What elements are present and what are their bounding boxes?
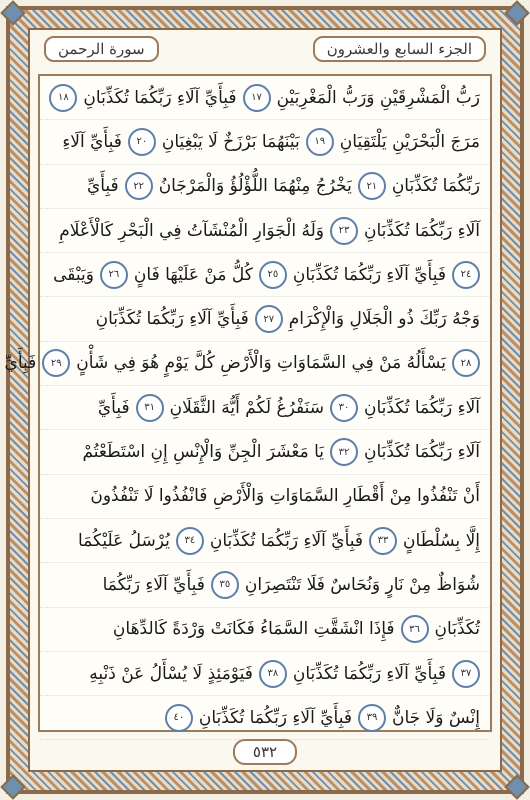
ayah-number-marker: ٢٧ xyxy=(255,305,283,333)
ayah-number-marker: ٣٢ xyxy=(330,438,358,466)
ayah-number-marker: ٣٤ xyxy=(176,527,204,555)
verse-line xyxy=(40,519,490,563)
verse-text: آلَاءِ رَبِّكُمَا تُكَذِّبَانِ xyxy=(364,442,480,463)
ayah-number-marker: ٣٧ xyxy=(452,660,480,688)
verse-text: يَسْأَلُهُ مَنْ فِي السَّمَاوَاتِ وَالْأَرْضِ كُلَّ يَوْمٍ هُوَ فِي شَأْنٍ xyxy=(76,353,446,374)
verse-text: أَنْ تَنْفُذُوا مِنْ أَقْطَارِ السَّمَاوَاتِ وَالْأَرْضِ فَانْفُذُوا لَا تَنْفُذُونَ xyxy=(90,486,480,507)
ayah-number-marker: ٣٥ xyxy=(211,571,239,599)
ayah-number-marker: ٣٦ xyxy=(401,615,429,643)
verse-text: فَبِأَيِّ آلَاءِ رَبِّكُمَا تُكَذِّبَانِ xyxy=(209,530,364,551)
corner-ornament xyxy=(504,0,529,25)
verse-text: يُرْسَلُ عَلَيْكُمَا xyxy=(77,530,170,551)
verse-text: يَا مَعْشَرَ الْجِنِّ وَالْإِنْسِ إِنِ اسْتَطَعْتُمْ xyxy=(82,442,324,463)
corner-ornament xyxy=(504,774,529,799)
verse-text: فَبِأَيِّ آلَاءِ رَبِّكُمَا تُكَذِّبَانِ xyxy=(198,707,352,728)
corner-ornament xyxy=(0,774,25,799)
ayah-number-marker: ٢٢ xyxy=(125,172,153,200)
verse-text: فَبِأَيِّ آلَاءِ رَبِّكُمَا تُكَذِّبَانِ xyxy=(292,264,446,285)
verse-text: شُوَاظٌ مِنْ نَارٍ وَنُحَاسٌ فَلَا تَنْتَصِرَانِ xyxy=(244,574,480,595)
verse-text: فَإِذَا انْشَقَّتِ السَّمَاءُ فَكَانَتْ وَرْدَةً كَالدِّهَانِ xyxy=(112,619,395,640)
ayah-number-marker: ٢٠ xyxy=(128,128,156,156)
verse-text: فَبِأَيِّ xyxy=(86,176,119,197)
verse-text: فَبِأَيِّ آلَاءِ xyxy=(62,131,122,152)
page-footer xyxy=(30,734,500,770)
surah-label: سورة الرحمن xyxy=(44,36,159,62)
verse-line xyxy=(40,297,490,341)
verse-text: إِنْسٌ وَلَا جَانٌّ xyxy=(391,707,480,728)
verse-line xyxy=(40,120,490,164)
verse-text: فَبِأَيِّ آلَاءِ رَبِّكُمَا تُكَذِّبَانِ xyxy=(292,663,446,684)
ayah-number-marker: ٢٤ xyxy=(452,261,480,289)
verse-text: رَبِّكُمَا تُكَذِّبَانِ xyxy=(391,176,480,197)
ayah-number-marker: ٢٣ xyxy=(330,217,358,245)
corner-ornament xyxy=(0,0,25,25)
verse-line xyxy=(40,76,490,120)
verse-line xyxy=(40,386,490,430)
verse-line xyxy=(40,430,490,474)
frame-inner xyxy=(4,28,502,772)
verse-line xyxy=(40,563,490,607)
verse-line xyxy=(40,652,490,696)
ayah-number-marker: ٣٣ xyxy=(369,527,397,555)
ayah-number-marker: ٣١ xyxy=(136,394,164,422)
verse-text: فَيَوْمَئِذٍ لَا يُسْأَلُ عَنْ ذَنْبِهِ xyxy=(89,663,253,684)
ayah-number-marker: ٣٠ xyxy=(330,394,358,422)
verse-line xyxy=(40,209,490,253)
ayah-number-marker: ٢٨ xyxy=(452,349,480,377)
ayah-number-marker: ٤٠ xyxy=(165,704,193,732)
verse-text: سَنَفْرُغُ لَكُمْ أَيُّهَ الثَّقَلَانِ xyxy=(169,397,324,418)
ayah-number-marker: ١٧ xyxy=(243,84,271,112)
verse-text: فَبِأَيِّ xyxy=(4,353,37,374)
verse-line xyxy=(40,253,490,297)
ayah-number-marker: ٣٨ xyxy=(259,660,287,688)
juz-label: الجزء السابع والعشرون xyxy=(313,36,486,62)
page-frame xyxy=(6,6,524,794)
text-panel xyxy=(4,74,492,732)
verse-text: مَرَجَ الْبَحْرَيْنِ يَلْتَقِيَانِ xyxy=(339,131,480,152)
verse-line xyxy=(40,165,490,209)
ayah-number-marker: ٢٩ xyxy=(42,349,70,377)
ayah-number-marker: ٢٥ xyxy=(259,261,287,289)
verse-text: فَبِأَيِّ آلَاءِ رَبِّكُمَا تُكَذِّبَانِ xyxy=(95,309,249,330)
verse-text: بَيْنَهُمَا بَرْزَخٌ لَا يَبْغِيَانِ xyxy=(161,131,300,152)
verse-text: رَبُّ الْمَشْرِقَيْنِ وَرَبُّ الْمَغْرِبَيْنِ xyxy=(276,87,480,108)
verse-text: وَجْهُ رَبِّكَ ذُو الْجَلَالِ وَالْإِكْرَامِ xyxy=(288,309,480,330)
verse-text: تُكَذِّبَانِ xyxy=(434,619,480,640)
ayah-number-marker: ٢١ xyxy=(358,172,386,200)
ayah-number-marker: ١٩ xyxy=(306,128,334,156)
ayah-number-marker: ٣٩ xyxy=(358,704,386,732)
verse-line xyxy=(4,342,490,386)
verse-line xyxy=(40,475,490,519)
verse-text: وَيَبْقَى xyxy=(53,264,94,285)
verse-text: وَلَهُ الْجَوَارِ الْمُنْشَآتُ فِي الْبَحْرِ كَالْأَعْلَامِ xyxy=(59,220,324,241)
verse-text: يَخْرُجُ مِنْهُمَا اللُّؤْلُؤُ وَالْمَرْجَانُ xyxy=(158,176,352,197)
ayah-number-marker: ١٨ xyxy=(49,84,77,112)
verse-line xyxy=(40,608,490,652)
page-header xyxy=(30,30,500,68)
ayah-number-marker: ٢٦ xyxy=(100,261,128,289)
verse-text: آلَاءِ رَبِّكُمَا تُكَذِّبَانِ xyxy=(364,397,480,418)
verse-text: كُلُّ مَنْ عَلَيْهَا فَانٍ xyxy=(133,264,253,285)
verse-text: فَبِأَيِّ آلَاءِ رَبِّكُمَا xyxy=(102,574,205,595)
verse-text: فَبِأَيِّ xyxy=(97,397,130,418)
verse-text: إِلَّا بِسُلْطَانٍ xyxy=(403,530,480,551)
page-number: ٥٣٢ xyxy=(233,739,297,765)
verse-text: آلَاءِ رَبِّكُمَا تُكَذِّبَانِ xyxy=(364,220,480,241)
verse-text: فَبِأَيِّ آلَاءِ رَبِّكُمَا تُكَذِّبَانِ xyxy=(83,87,237,108)
